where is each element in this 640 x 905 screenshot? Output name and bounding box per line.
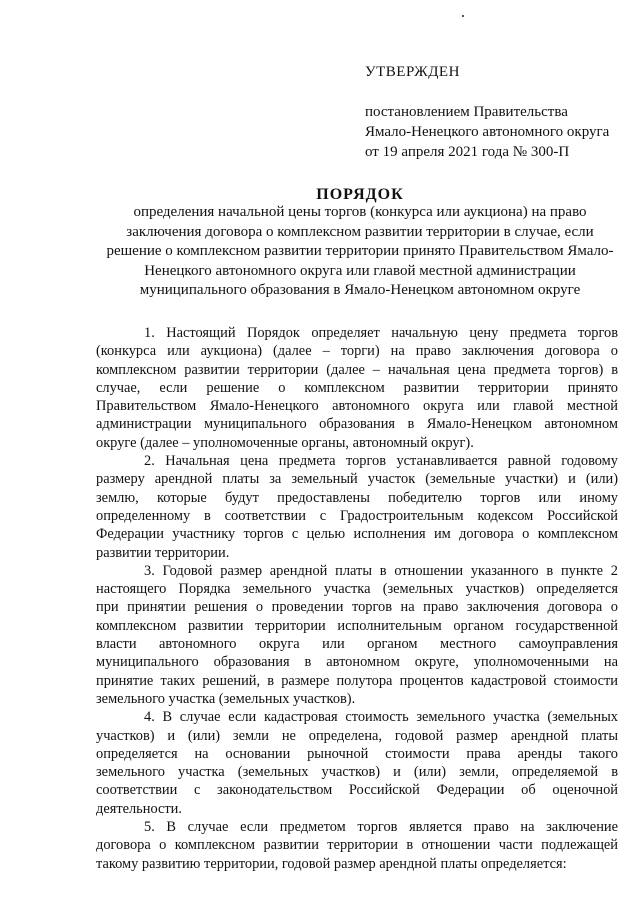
subtitle-line: решение о комплексном развитии территории принято Правительством Ямало-	[106, 243, 614, 259]
paragraph-line: округе (далее – уполномоченные органы, автономный округ).	[96, 434, 474, 451]
paragraph-line: определенному в соответствии с Градостроительным кодексом Российской	[96, 507, 618, 524]
document-subtitle	[60, 203, 640, 301]
paragraph-line: деятельности.	[96, 800, 182, 817]
approval-line: Ямало-Ненецкого автономного округа	[365, 124, 610, 140]
paragraph-line: договора о комплексном развитии территории в отношении части подлежащей	[96, 837, 618, 854]
paragraph-line: 4. В случае если кадастровая стоимость земельного участка (земельных	[144, 709, 618, 726]
paragraph-line: Правительством Ямало-Ненецкого автономного округа или главой местной	[96, 398, 618, 415]
paragraph-4	[96, 708, 618, 818]
subtitle-line: Ненецкого автономного округа или главой местной администрации	[144, 262, 576, 279]
paragraph-line: 5. В случае если предметом торгов является право на заключение	[144, 819, 618, 836]
paragraph-line: земельного участка (земельных участков) и (или) земли, определяемой в	[96, 764, 618, 781]
paragraph-line: 3. Годовой размер арендной платы в отношении указанного в пункте 2	[144, 562, 618, 579]
paragraph-line: Федерации участнику торгов с целью исполнения им договора о комплексном	[96, 526, 618, 543]
paragraph-line: такому развитию территории, годовой размер арендной платы определяется:	[96, 855, 567, 872]
subtitle-line: заключения договора о комплексном развитии территории в случае, если	[126, 223, 594, 240]
document-title: ПОРЯДОК	[316, 186, 404, 203]
paragraph-line: определяется на основании рыночной стоимости права аренды такого	[96, 745, 618, 762]
paragraph-line: комплексном развитии территории (далее – начальная цена предмета торгов) в	[96, 361, 618, 378]
paragraph-line: при принятии решения о проведении торгов на право заключения договора о	[96, 599, 618, 616]
paragraph-line: случае, если решение о комплексном развитии территории принято	[96, 379, 618, 396]
paragraph-line: 1. Настоящий Порядок определяет начальную цену предмета торгов	[144, 325, 618, 341]
paragraph-line: землю, которые будут предоставлены победителю торгов или иному	[96, 489, 618, 506]
paragraph-line: 2. Начальная цена предмета торгов устанавливается равной годовому	[144, 453, 618, 470]
paragraph-line: настоящего Порядка земельного участка (земельных участков) определяется	[96, 581, 618, 598]
paragraph-line: администрации муниципального образования в Ямало-Ненецком автономном	[96, 416, 618, 433]
paragraph-line: соответствии с законодательством Российской Федерации об оценочной	[96, 782, 618, 799]
paragraph-line: муниципального образования в автономном округе, уполномоченными на	[96, 654, 618, 671]
paragraph-line: (конкурса или аукциона) (далее – торги) на право заключения договора о	[96, 343, 618, 360]
paragraph-5	[96, 818, 618, 873]
paragraph-line: власти автономного округа или органом местного самоуправления	[96, 636, 618, 653]
paragraph-2	[96, 452, 618, 562]
paragraph-line: развитии территории.	[96, 544, 230, 561]
paragraph-line: участков) и (или) земли не определена, годовой размер арендной платы	[96, 727, 618, 744]
paragraph-line: земельного участка (земельных участков).	[96, 690, 356, 707]
approval-heading: УТВЕРЖДЕН	[365, 64, 460, 80]
paragraph-3	[96, 562, 618, 708]
document-body	[96, 324, 618, 873]
approval-block	[365, 62, 625, 162]
approval-line: постановлением Правительства	[365, 104, 568, 120]
scan-mark	[462, 15, 464, 17]
paragraph-1	[96, 324, 618, 452]
paragraph-line: комплексном развитии территории исполнительным органом государственной	[96, 617, 618, 634]
paragraph-line: принятие таких решений, в размере полутора процентов кадастровой стоимости	[96, 672, 618, 689]
subtitle-line: муниципального образования в Ямало-Ненецком автономном округе	[139, 282, 581, 298]
paragraph-line: размеру арендной платы за земельный участок (земельные участки) и (или)	[96, 471, 618, 488]
approval-line: от 19 апреля 2021 года № 300-П	[365, 144, 570, 160]
subtitle-line: определения начальной цены торгов (конкурса или аукциона) на право	[133, 204, 587, 220]
